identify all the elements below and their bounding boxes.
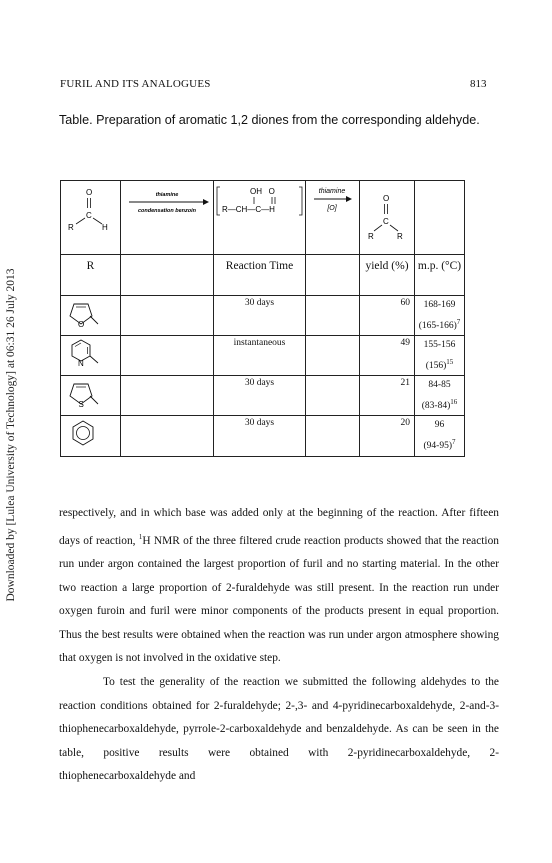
pyridine-icon — [61, 336, 121, 376]
time-cell: 30 days — [244, 418, 275, 429]
mp-literature: (165-166) — [418, 321, 457, 332]
dione-structure — [360, 181, 415, 255]
mp-literature: (156) — [425, 361, 447, 372]
mp-value: 84-85 — [428, 380, 451, 391]
arrow1-top-label: thiamine — [155, 192, 179, 198]
arrow2-top-label: thiamine — [318, 188, 346, 195]
arrow2-bottom-label: [O] — [327, 205, 337, 212]
col-header-r: R — [86, 260, 95, 272]
intermediate-top: OH O — [250, 187, 275, 196]
aldehyde-r: R — [67, 223, 74, 232]
aldehyde-h: H — [101, 223, 108, 232]
dione-table — [60, 180, 465, 457]
thiophene-icon — [61, 376, 121, 416]
mp-cell — [415, 296, 464, 335]
col-header-yield: yield (%) — [365, 260, 409, 272]
paragraph-1: respectively, and in which base was added only at the beginning of the reaction. After fifteen days of reaction, $^1$H NMR of the three filtered crude reaction products showed that the reaction run under argon contained the largest proportion of furil and no starting material. In the other two reaction a large proportion of 2-furaldehyde was still present. In the reaction run under oxygen furoin and furil were minor components of the products present in equal proportion. Thus the best results were obtained when the reaction was run under argon atmosphere showing that oxygen is not involved in the oxidative step. — [59, 507, 499, 665]
paragraph-2: To test the generality of the reaction we submitted the following aldehydes to the reaction conditions obtained for 2-furaldehyde; 2-,3- and 4-pyridinecarboxaldehyde, 2-and-3-thiophenecarboxaldehyde, pyrrole-2-carboxaldehyde and benzaldehyde. As can be seen in the table, positive results were obtained with 2-pyridinecarboxaldehyde, 2-thiophenecarboxaldehyde and — [59, 675, 499, 783]
mp-cell — [415, 416, 464, 455]
table-row — [61, 376, 465, 416]
mp-reference: 7 — [452, 438, 456, 447]
aldehyde-carbon: C — [85, 211, 92, 220]
arrow2-cell — [306, 181, 360, 255]
arrow1-cell — [121, 181, 214, 255]
download-notice — [4, 235, 18, 635]
mp-literature: (94-95) — [423, 441, 452, 452]
scheme-blank-cell — [415, 181, 465, 255]
time-cell: instantaneous — [233, 338, 286, 349]
page-number: 813 — [470, 78, 487, 90]
dione-r-right: R — [397, 232, 403, 241]
aldehyde-oxygen: O — [85, 188, 92, 197]
furan-icon — [61, 296, 121, 336]
mp-cell — [415, 336, 464, 375]
table-row — [61, 416, 465, 456]
time-cell: 30 days — [244, 378, 275, 389]
table-row — [61, 296, 465, 336]
time-cell: 30 days — [244, 298, 275, 308]
yield-cell: 21 — [400, 378, 410, 389]
yield-cell: 20 — [400, 418, 410, 429]
aldehyde-structure — [61, 181, 121, 255]
mp-literature: (83-84) — [421, 401, 451, 412]
mp-reference: 15 — [446, 358, 454, 367]
mp-value: 168-169 — [423, 300, 456, 310]
yield-cell: 60 — [400, 298, 410, 308]
thiophene-heteroatom: S — [78, 400, 84, 410]
mp-cell — [415, 376, 464, 415]
furan-heteroatom: O — [77, 320, 84, 329]
col-header-mp: m.p. (°C) — [417, 260, 462, 272]
table-caption: Table. Preparation of aromatic 1,2 diones from the corresponding aldehyde. — [59, 113, 480, 127]
download-notice-text: Downloaded by [Lulea University of Technology] at 06:31 26 July 2013 — [5, 268, 17, 602]
table-header-row — [61, 255, 465, 296]
yield-cell: 49 — [400, 338, 410, 349]
mp-value: 155-156 — [423, 340, 456, 351]
intermediate-cell — [214, 181, 306, 255]
intermediate-chain: R—CH—C—H — [222, 205, 275, 214]
mp-value: 96 — [434, 420, 445, 431]
dione-r-left: R — [368, 232, 374, 241]
pyridine-heteroatom: N — [77, 359, 84, 369]
body-text — [59, 502, 499, 789]
benzene-icon — [61, 416, 121, 456]
mp-reference: 16 — [450, 398, 458, 407]
arrow1-bottom-label: condensation benzoin — [137, 208, 197, 214]
running-title: FURIL AND ITS ANALOGUES — [60, 78, 211, 90]
mp-reference: 7 — [456, 318, 461, 326]
dione-oxygen: O — [383, 194, 390, 203]
table-row — [61, 336, 465, 376]
reaction-scheme-row — [61, 181, 465, 255]
dione-carbon: C — [383, 217, 389, 226]
col-header-time: Reaction Time — [225, 260, 294, 272]
